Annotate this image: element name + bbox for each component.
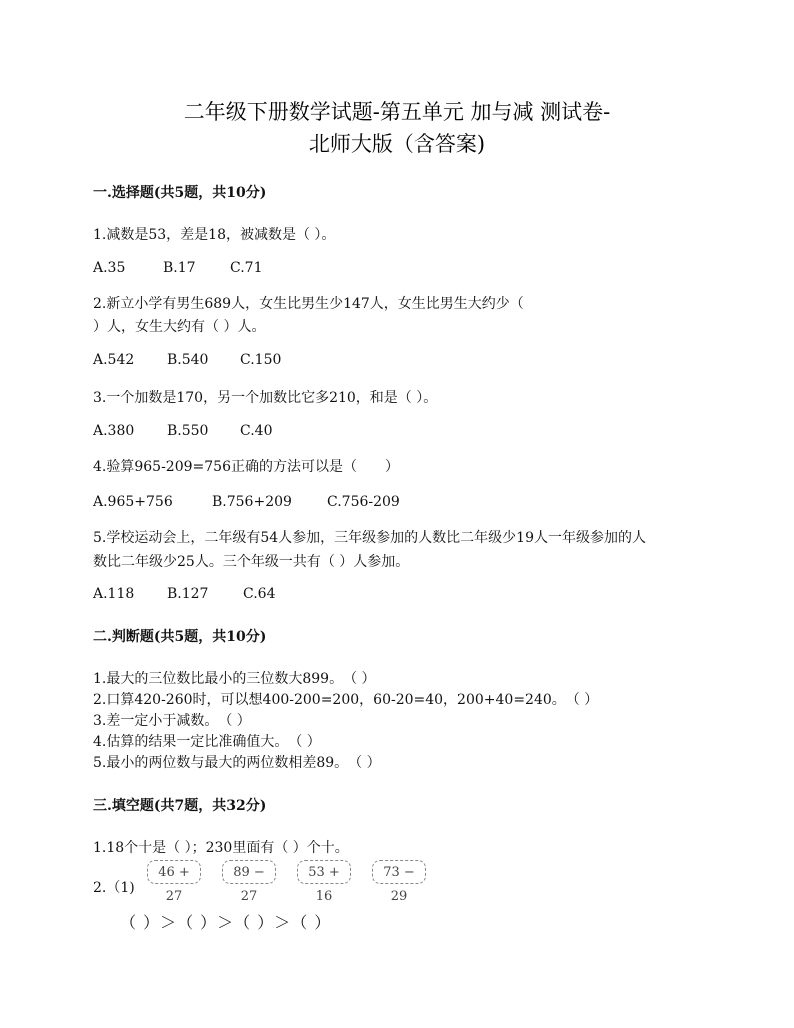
question-3-text: 3.一个加数是170，另一个加数比它多210，和是（ ）。 [93, 390, 438, 406]
comparison-blanks: （ ）＞（ ）＞（ ）＞（ ） [120, 913, 332, 932]
page-title-line1: 二年级下册数学试题-第五单元 加与减 测试卷- [183, 100, 611, 124]
q5-option-a: A.118 [93, 586, 135, 602]
judgement-item-3: 3.差一定小于减数。 （ ） [93, 713, 251, 729]
fill-question-1: 1.18个十是（ ）；230里面有（ ）个十。 [93, 840, 349, 856]
question-2-text-line2: ）人，女生大约有（ ）人。 [93, 319, 266, 335]
q3-option-c: C.40 [240, 423, 273, 439]
q4-option-a: A.965+756 [93, 494, 173, 510]
q5-option-b: B.127 [167, 586, 209, 602]
section-heading-judgement: 二.判断题(共5题，共10分) [93, 629, 267, 645]
q1-option-b: B.17 [163, 260, 196, 276]
q3-option-b: B.550 [167, 423, 209, 439]
judgement-item-5: 5.最小的两位数与最大的两位数相差89。 （ ） [93, 755, 381, 771]
q5-option-c: C.64 [243, 586, 276, 602]
q1-option-a: A.35 [93, 260, 126, 276]
judgement-item-4: 4.估算的结果一定比准确值大。 （ ） [93, 734, 321, 750]
q3-option-a: A.380 [93, 423, 135, 439]
expression-card-2: 89 − 27 [222, 860, 276, 884]
question-2-text-line1: 2.新立小学有男生689人，女生比男生少147人，女生比男生大约少（ [93, 296, 524, 312]
page-title-line2: 北师大版（含答案) [308, 132, 486, 156]
question-4-text: 4.验算965-209=756正确的方法可以是（ ） [93, 459, 399, 475]
question-5-text-line1: 5.学校运动会上，二年级有54人参加，三年级参加的人数比二年级少19人一年级参加的人 [93, 530, 646, 546]
fill-question-2-label: 2.（1) [93, 880, 135, 896]
q1-option-c: C.71 [230, 260, 263, 276]
section-heading-choice: 一.选择题(共5题，共10分) [93, 185, 267, 201]
expression-card-3: 53 + 16 [297, 860, 351, 884]
q2-option-b: B.540 [167, 352, 209, 368]
question-5-text-line2: 数比二年级少25人。三个年级一共有（ ）人参加。 [93, 554, 410, 570]
q2-option-c: C.150 [240, 352, 282, 368]
q4-option-c: C.756-209 [327, 494, 400, 510]
q2-option-a: A.542 [93, 352, 135, 368]
question-1-text: 1.减数是53，差是18，被减数是（ ）。 [93, 227, 336, 243]
judgement-item-1: 1.最大的三位数比最小的三位数大899。 （ ） [93, 671, 376, 687]
expression-card-4: 73 − 29 [372, 860, 426, 884]
q4-option-b: B.756+209 [212, 494, 292, 510]
expression-card-1: 46 + 27 [147, 860, 201, 884]
judgement-item-2: 2.口算420-260时，可以想400-200=200，60-20=40，200+40=240。 （ ） [93, 692, 599, 708]
section-heading-fill-in: 三.填空题(共7题，共32分) [93, 798, 267, 814]
